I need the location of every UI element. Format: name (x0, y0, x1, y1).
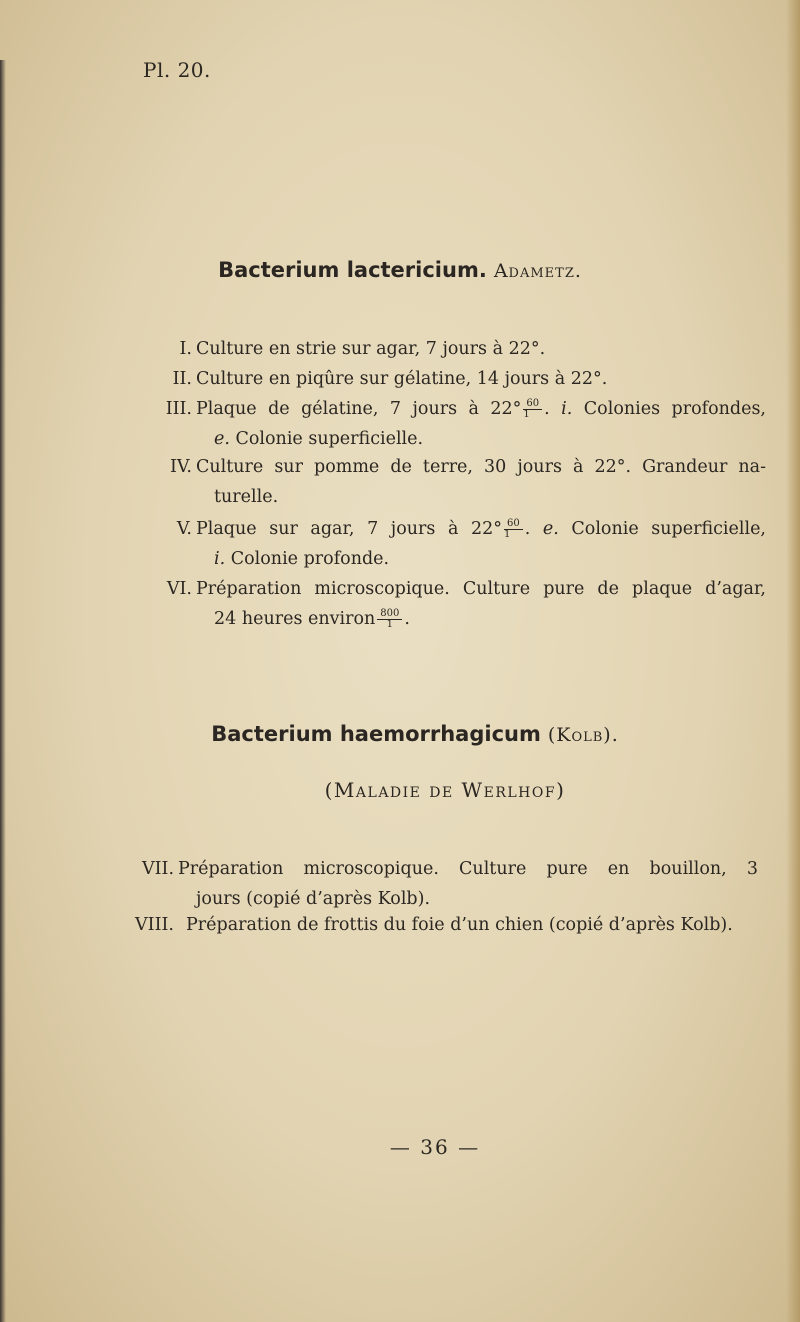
item-text-line (196, 544, 766, 574)
item-number: III. (165, 399, 192, 419)
item-number: VI. (166, 579, 192, 599)
item-text: Colonie superficielle, (571, 519, 766, 539)
item-text-line: Culture sur pomme de terre, 30 jours à 22°. Grandeur na- (196, 457, 766, 477)
item-text-line (196, 424, 766, 454)
species-name: Bacterium haemorrhagicum (211, 722, 541, 746)
magnification-fraction (377, 609, 402, 630)
species-author: Adametz. (493, 260, 582, 282)
item-number: V. (176, 519, 192, 539)
item-text-line: turelle. (214, 487, 279, 507)
item-text-line: Préparation microscopique. Culture pure en bouillon, 3 (178, 859, 758, 879)
item-text: Colonie profonde. (230, 549, 390, 569)
fraction-numerator: 800 (377, 609, 402, 620)
fraction-denominator: 1 (386, 619, 394, 630)
page-number-text: — 36 — (389, 1135, 481, 1159)
item-number: II. (172, 369, 192, 389)
item-text: Plaque de gélatine, 7 jours à 22° (196, 399, 522, 419)
item-label: e. (214, 429, 230, 449)
fraction-denominator: 1 (503, 529, 511, 540)
item-number: I. (179, 339, 192, 359)
item-label: i. (561, 399, 573, 419)
item-text-line (196, 514, 766, 544)
item-text: Colonies profondes, (583, 399, 766, 419)
fraction-numerator: 60 (504, 519, 523, 530)
magnification-fraction (523, 399, 542, 420)
item-number: VIII. (135, 915, 174, 935)
item-text-line: jours (copié d’après Kolb). (196, 889, 431, 909)
page-number (0, 1135, 800, 1159)
item-text-line (196, 394, 766, 424)
item-label: e. (542, 519, 559, 539)
item-text: 24 heures environ (214, 609, 376, 629)
fraction-numerator: 60 (523, 399, 542, 410)
item-number: IV. (169, 457, 192, 477)
species-name: Bacterium lactericium. (218, 258, 487, 282)
item-number: VII. (142, 859, 175, 879)
item-text: Plaque sur agar, 7 jours à 22° (196, 519, 502, 539)
item-text: Culture en piqûre sur gélatine, 14 jours à 22°. (196, 369, 608, 389)
disease-name: (Maladie de Werlhof) (324, 778, 566, 802)
plate-label: Pl. 20. (143, 58, 211, 82)
species-author: (Kolb). (547, 724, 619, 746)
fraction-denominator: 1 (523, 409, 530, 420)
item-text: . (544, 399, 550, 419)
section-subtitle (0, 778, 800, 802)
section-title-lactericium (0, 258, 800, 283)
item-text: Colonie superficielle. (235, 429, 424, 449)
item-text-line (196, 604, 766, 634)
magnification-fraction (504, 519, 523, 540)
item-label: i. (214, 549, 226, 569)
item-text: Culture en strie sur agar, 7 jours à 22°. (196, 339, 546, 359)
page-edge-right (786, 0, 800, 1322)
item-text: . (524, 519, 531, 539)
section-title-haemorrhagicum (0, 722, 800, 747)
item-text: Préparation de frottis du foie d’un chien (copié d’après Kolb). (186, 915, 733, 935)
item-text-line: Préparation microscopique. Culture pure de plaque d’agar, (196, 579, 766, 599)
page-edge-shadow (0, 60, 6, 1322)
item-text: . (404, 609, 410, 629)
